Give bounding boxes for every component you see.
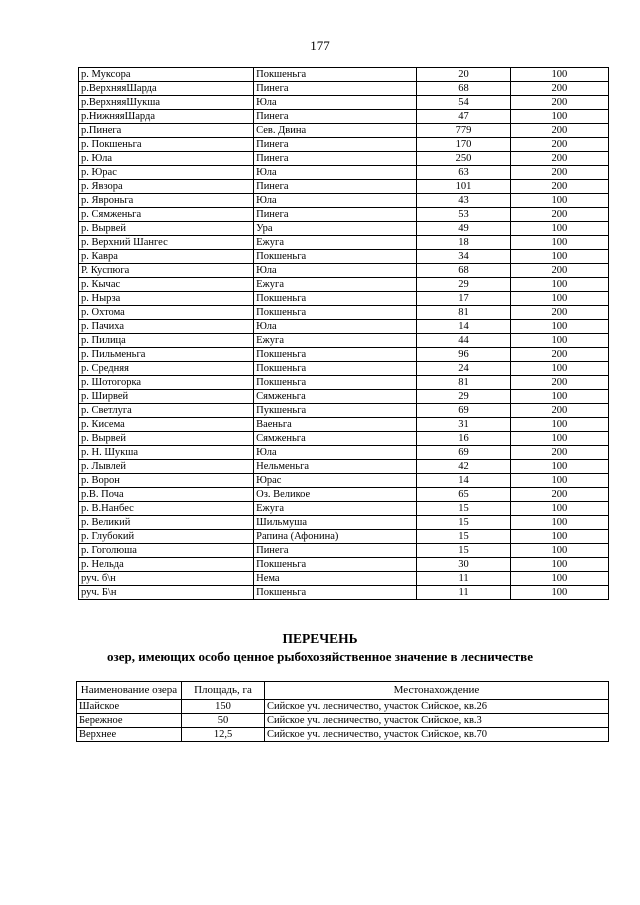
river-length: 65: [417, 488, 510, 502]
river-zone: 100: [510, 292, 608, 306]
river-mouth: Юла: [254, 96, 417, 110]
river-name: р. Кавра: [79, 250, 254, 264]
river-name: р. Вырвей: [79, 432, 254, 446]
river-zone: 200: [510, 488, 608, 502]
river-length: 17: [417, 292, 510, 306]
lake-location: Сийское уч. лесничество, участок Сийское, кв.70: [265, 728, 609, 742]
river-row: [79, 530, 609, 544]
river-zone: 100: [510, 432, 608, 446]
river-length: 68: [417, 264, 510, 278]
river-row: [79, 404, 609, 418]
river-zone: 100: [510, 544, 608, 558]
lake-name: Шайское: [77, 700, 182, 714]
river-length: 18: [417, 236, 510, 250]
river-length: 15: [417, 516, 510, 530]
river-zone: 200: [510, 264, 608, 278]
river-zone: 100: [510, 236, 608, 250]
rivers-table: [78, 67, 609, 600]
river-mouth: Юрас: [254, 474, 417, 488]
river-row: [79, 460, 609, 474]
river-name: р.ВерхняяШарда: [79, 82, 254, 96]
river-row: [79, 68, 609, 82]
river-row: [79, 474, 609, 488]
river-mouth: Сямженьга: [254, 432, 417, 446]
river-length: 69: [417, 404, 510, 418]
river-mouth: Шильмуша: [254, 516, 417, 530]
river-zone: 100: [510, 68, 608, 82]
river-row: [79, 292, 609, 306]
river-zone: 100: [510, 474, 608, 488]
river-length: 250: [417, 152, 510, 166]
river-name: р. Пильменьга: [79, 348, 254, 362]
river-row: [79, 348, 609, 362]
river-zone: 200: [510, 180, 608, 194]
river-name: р. Яврoньга: [79, 194, 254, 208]
river-length: 42: [417, 460, 510, 474]
river-mouth: Юла: [254, 166, 417, 180]
river-length: 49: [417, 222, 510, 236]
lake-row: [77, 728, 609, 742]
river-zone: 200: [510, 138, 608, 152]
river-row: [79, 278, 609, 292]
river-zone: 100: [510, 250, 608, 264]
river-name: р. Юрас: [79, 166, 254, 180]
river-mouth: Ура: [254, 222, 417, 236]
river-mouth: Сямженьга: [254, 390, 417, 404]
header-location: Местонахождение: [265, 682, 609, 700]
river-name: Р. Куспюга: [79, 264, 254, 278]
river-length: 101: [417, 180, 510, 194]
river-zone: 200: [510, 166, 608, 180]
river-row: [79, 96, 609, 110]
river-mouth: Покшеньга: [254, 292, 417, 306]
river-name: р.НижняяШарда: [79, 110, 254, 124]
river-length: 20: [417, 68, 510, 82]
river-length: 47: [417, 110, 510, 124]
header-lake-name: Наименование озера: [77, 682, 182, 700]
river-name: р. Сямженьга: [79, 208, 254, 222]
river-row: [79, 446, 609, 460]
river-zone: 100: [510, 572, 608, 586]
river-length: 68: [417, 82, 510, 96]
river-row: [79, 138, 609, 152]
river-name: р.Пинега: [79, 124, 254, 138]
river-mouth: Нельменьга: [254, 460, 417, 474]
river-zone: 100: [510, 334, 608, 348]
river-row: [79, 222, 609, 236]
river-name: р. Покшеньга: [79, 138, 254, 152]
river-name: р. Н. Шукша: [79, 446, 254, 460]
river-name: р. Гоголюша: [79, 544, 254, 558]
river-zone: 100: [510, 320, 608, 334]
river-name: р. Пачиха: [79, 320, 254, 334]
river-length: 11: [417, 572, 510, 586]
river-zone: 100: [510, 390, 608, 404]
river-name: р. Юла: [79, 152, 254, 166]
river-row: [79, 586, 609, 600]
river-mouth: Юла: [254, 194, 417, 208]
river-zone: 200: [510, 404, 608, 418]
river-length: 24: [417, 362, 510, 376]
river-zone: 100: [510, 530, 608, 544]
river-length: 81: [417, 306, 510, 320]
river-mouth: Пинега: [254, 110, 417, 124]
river-zone: 200: [510, 376, 608, 390]
river-zone: 200: [510, 124, 608, 138]
river-row: [79, 306, 609, 320]
river-mouth: Ежуга: [254, 236, 417, 250]
river-name: р. Нырза: [79, 292, 254, 306]
river-row: [79, 320, 609, 334]
river-zone: 100: [510, 278, 608, 292]
river-row: [79, 82, 609, 96]
river-row: [79, 110, 609, 124]
lake-row: [77, 714, 609, 728]
river-length: 16: [417, 432, 510, 446]
river-length: 31: [417, 418, 510, 432]
river-mouth: Юла: [254, 264, 417, 278]
river-length: 15: [417, 544, 510, 558]
river-zone: 100: [510, 418, 608, 432]
river-mouth: Пинега: [254, 180, 417, 194]
lake-name: Верхнее: [77, 728, 182, 742]
river-mouth: Пинега: [254, 152, 417, 166]
river-length: 14: [417, 320, 510, 334]
river-mouth: Ежуга: [254, 502, 417, 516]
header-area: Площадь, га: [182, 682, 265, 700]
river-row: [79, 124, 609, 138]
river-zone: 200: [510, 96, 608, 110]
river-zone: 200: [510, 82, 608, 96]
river-length: 44: [417, 334, 510, 348]
section-title: ПЕРЕЧЕНЬ: [282, 631, 358, 646]
river-zone: 100: [510, 110, 608, 124]
river-mouth: Пинега: [254, 82, 417, 96]
river-length: 15: [417, 502, 510, 516]
river-mouth: Покшеньга: [254, 348, 417, 362]
river-name: р. Лывлей: [79, 460, 254, 474]
lakes-table: [76, 681, 609, 742]
river-mouth: Покшеньга: [254, 250, 417, 264]
river-zone: 100: [510, 460, 608, 474]
river-row: [79, 152, 609, 166]
river-mouth: Юла: [254, 320, 417, 334]
river-row: [79, 334, 609, 348]
river-name: р. Выpвей: [79, 222, 254, 236]
river-mouth: Покшеньга: [254, 68, 417, 82]
river-name: р. Охтома: [79, 306, 254, 320]
river-mouth: Покшеньга: [254, 306, 417, 320]
river-mouth: Юла: [254, 446, 417, 460]
river-row: [79, 516, 609, 530]
lakes-header-row: [77, 682, 609, 700]
lake-row: [77, 700, 609, 714]
river-mouth: Пинега: [254, 208, 417, 222]
river-mouth: Рапина (Афонина): [254, 530, 417, 544]
river-zone: 100: [510, 558, 608, 572]
river-name: р. Ширвей: [79, 390, 254, 404]
river-name: р. Муксора: [79, 68, 254, 82]
river-zone: 100: [510, 362, 608, 376]
river-zone: 200: [510, 306, 608, 320]
river-row: [79, 194, 609, 208]
river-row: [79, 376, 609, 390]
river-zone: 100: [510, 194, 608, 208]
river-row: [79, 572, 609, 586]
river-length: 69: [417, 446, 510, 460]
river-name: р. Светлуга: [79, 404, 254, 418]
river-length: 11: [417, 586, 510, 600]
river-mouth: Пинега: [254, 138, 417, 152]
lake-name: Бережное: [77, 714, 182, 728]
river-zone: 200: [510, 152, 608, 166]
river-row: [79, 544, 609, 558]
lake-area: 50: [182, 714, 265, 728]
river-zone: 200: [510, 348, 608, 362]
river-length: 53: [417, 208, 510, 222]
river-row: [79, 236, 609, 250]
river-length: 63: [417, 166, 510, 180]
river-name: руч. б\н: [79, 572, 254, 586]
river-row: [79, 558, 609, 572]
river-mouth: Ежуга: [254, 334, 417, 348]
river-row: [79, 390, 609, 404]
river-row: [79, 264, 609, 278]
river-length: 15: [417, 530, 510, 544]
river-mouth: Покшеньга: [254, 376, 417, 390]
river-name: р. Ворон: [79, 474, 254, 488]
river-zone: 100: [510, 586, 608, 600]
river-length: 170: [417, 138, 510, 152]
river-name: руч. Б\н: [79, 586, 254, 600]
section-subtitle: озер, имеющих особо ценное рыбохозяйственное значение в лесничестве: [107, 649, 533, 664]
river-mouth: Сев. Двина: [254, 124, 417, 138]
river-length: 30: [417, 558, 510, 572]
river-row: [79, 418, 609, 432]
river-mouth: Пукшеньга: [254, 404, 417, 418]
river-name: р. Кисема: [79, 418, 254, 432]
river-length: 34: [417, 250, 510, 264]
river-mouth: Оз. Великое: [254, 488, 417, 502]
river-mouth: Покшеньга: [254, 558, 417, 572]
lake-area: 150: [182, 700, 265, 714]
river-name: р. Шотогорка: [79, 376, 254, 390]
river-length: 29: [417, 390, 510, 404]
river-length: 43: [417, 194, 510, 208]
river-row: [79, 180, 609, 194]
river-zone: 100: [510, 222, 608, 236]
river-zone: 100: [510, 516, 608, 530]
river-length: 29: [417, 278, 510, 292]
river-mouth: Нема: [254, 572, 417, 586]
river-name: р. Нельда: [79, 558, 254, 572]
lake-location: Сийское уч. лесничество, участок Сийское, кв.26: [265, 700, 609, 714]
river-row: [79, 502, 609, 516]
river-name: р. В.Нанбес: [79, 502, 254, 516]
river-row: [79, 250, 609, 264]
river-name: р. Средняя: [79, 362, 254, 376]
river-length: 779: [417, 124, 510, 138]
river-zone: 100: [510, 502, 608, 516]
river-name: р. Явзора: [79, 180, 254, 194]
river-zone: 200: [510, 208, 608, 222]
river-name: р. Кычас: [79, 278, 254, 292]
river-mouth: Ваеньга: [254, 418, 417, 432]
river-row: [79, 208, 609, 222]
river-name: р.ВерхняяШукша: [79, 96, 254, 110]
river-mouth: Пинега: [254, 544, 417, 558]
river-row: [79, 362, 609, 376]
river-length: 96: [417, 348, 510, 362]
river-name: р. Пилица: [79, 334, 254, 348]
river-mouth: Покшеньга: [254, 586, 417, 600]
river-mouth: Ежуга: [254, 278, 417, 292]
river-name: р. Великий: [79, 516, 254, 530]
river-name: р. Верхний Шангес: [79, 236, 254, 250]
river-name: р.В. Поча: [79, 488, 254, 502]
river-length: 81: [417, 376, 510, 390]
river-row: [79, 432, 609, 446]
river-length: 54: [417, 96, 510, 110]
river-row: [79, 488, 609, 502]
lake-location: Сийское уч. лесничество, участок Сийское, кв.3: [265, 714, 609, 728]
page-number: 177: [310, 38, 330, 53]
river-mouth: Покшеньга: [254, 362, 417, 376]
river-name: р. Глубокий: [79, 530, 254, 544]
river-length: 14: [417, 474, 510, 488]
river-zone: 200: [510, 446, 608, 460]
river-row: [79, 166, 609, 180]
lake-area: 12,5: [182, 728, 265, 742]
